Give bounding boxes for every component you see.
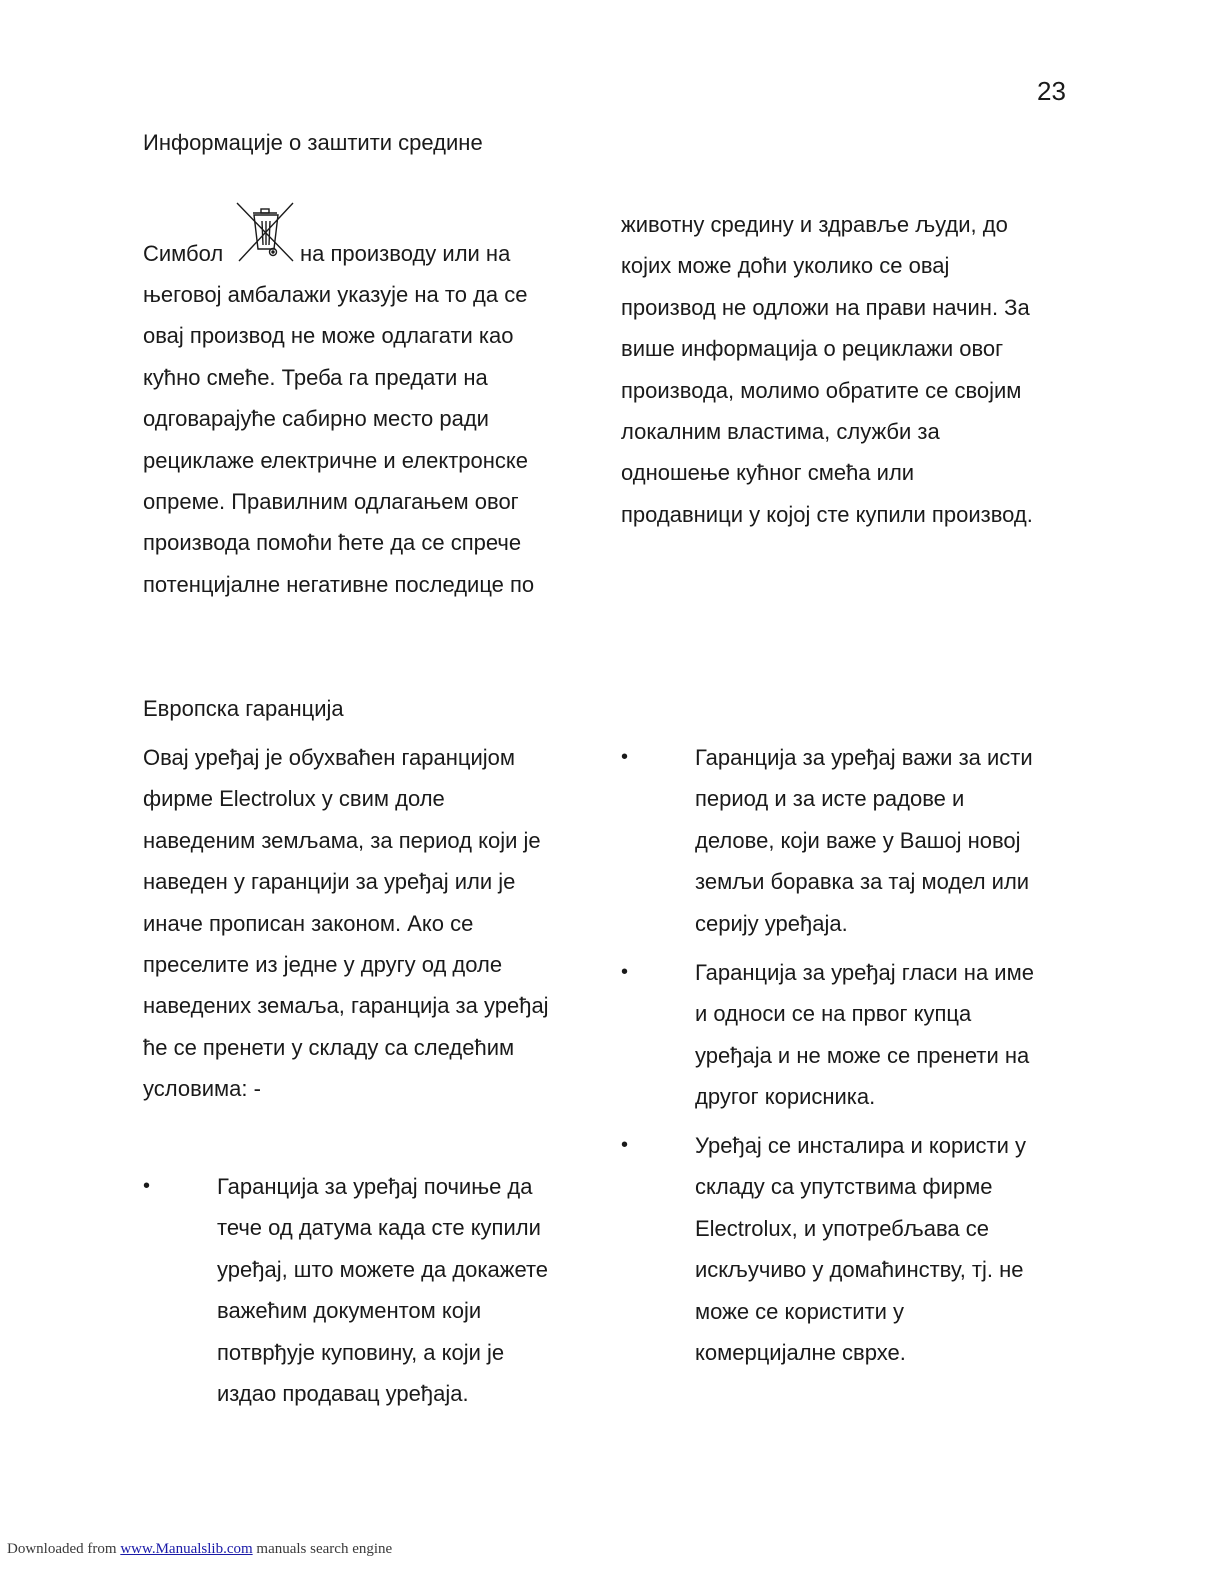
text-line: складу са упутствима фирме	[695, 1174, 993, 1200]
text-line: уређаја и не може се пренети на	[695, 1042, 1030, 1068]
bullet-dot: •	[621, 961, 629, 983]
text-line: Овај уређај је обухваћен гаранцијом	[143, 745, 516, 770]
crossed-out-wheelie-bin-icon	[235, 201, 295, 265]
text-line: издао продавац уређаја.	[217, 1381, 469, 1407]
page-number: 23	[1037, 76, 1066, 106]
text-line: производ не одложи на прави начин. За	[621, 294, 1030, 320]
text-line: фирме Electrolux у свим доле	[143, 786, 445, 812]
footer-prefix: Downloaded from	[7, 1541, 117, 1557]
text-line: продавници у којој сте купили производ.	[621, 501, 1033, 527]
bullet-text	[695, 952, 1034, 1118]
text-line: његовој амбалажи указује на то да се	[143, 282, 528, 307]
text-line: преселите из једне у другу од доле	[143, 952, 503, 978]
bullet-dot: •	[143, 1175, 151, 1197]
text-line: важећим документом који	[217, 1298, 482, 1324]
text-line: серију уређаја.	[695, 910, 848, 936]
env-left-column	[143, 274, 534, 605]
text-line: тече од датума када сте купили	[217, 1215, 541, 1241]
text-line: делове, који важе у Вашој новој	[695, 827, 1021, 853]
bullet-dot: •	[621, 1134, 629, 1156]
text-line: уређај, што можете да докажете	[217, 1256, 549, 1282]
footer	[7, 1541, 392, 1558]
text-line: наведен у гаранцији за уређај или је	[143, 869, 516, 895]
text-line: Electrolux, и употребљава се	[695, 1215, 989, 1241]
text-line: Гаранција за уређај гласи на име	[695, 960, 1034, 985]
symbol-word: Симбол	[143, 241, 224, 266]
text-line: искључиво у домаћинству, тј. не	[695, 1257, 1024, 1283]
bullet-text	[695, 1125, 1026, 1373]
text-line: иначе прописан законом. Ако се	[143, 910, 474, 936]
bullet-text	[217, 1166, 548, 1414]
text-line: кућно смеће. Треба га предати на	[143, 364, 488, 390]
text-line: може се користити у	[695, 1298, 904, 1324]
env-first-line-rest: на производу или на	[300, 241, 511, 266]
text-line: период и за исте радове и	[695, 786, 965, 812]
text-line: животну средину и здравље људи, до	[621, 212, 1008, 237]
text-line: рециклаже електричне и електронске	[143, 447, 529, 473]
text-line: овај производ не може одлагати као	[143, 323, 514, 349]
manualslib-link[interactable]: www.Manualslib.com	[120, 1541, 253, 1557]
text-line: производа, молимо обратите се својим	[621, 377, 1022, 403]
env-heading: Информације о заштити средине	[143, 130, 483, 155]
text-line: ће се пренети у складу са следећим	[143, 1034, 515, 1060]
text-line: наведеним земљама, за период који је	[143, 827, 541, 853]
footer-suffix: manuals search engine	[256, 1541, 393, 1557]
env-right-column	[621, 204, 1033, 535]
bullet-dot: •	[621, 746, 629, 768]
text-line: више информација о рециклажи овог	[621, 336, 1004, 362]
text-line: локалним властима, служби за	[621, 419, 940, 445]
text-line: Гаранција за уређај важи за исти	[695, 745, 1033, 770]
text-line: комерцијалне сврхе.	[695, 1340, 906, 1366]
text-line: којих може доћи уколико се овај	[621, 253, 950, 279]
warranty-intro	[143, 737, 549, 1110]
text-line: опреме. Правилним одлагањем овог	[143, 489, 519, 515]
text-line: другог корисника.	[695, 1084, 876, 1110]
text-line: земљи боравка за тај модел или	[695, 869, 1030, 895]
text-line: условима: -	[143, 1076, 261, 1102]
text-line: потврђује куповину, а који је	[217, 1339, 505, 1365]
text-line: производа помоћи ћете да се спрече	[143, 530, 522, 556]
text-line: наведених земаља, гаранција за уређај	[143, 993, 549, 1019]
text-line: потенцијалне негативне последице по	[143, 571, 535, 597]
text-line: одговарајуће сабирно место ради	[143, 406, 489, 432]
bullet-text	[695, 737, 1033, 944]
warranty-heading: Европска гаранција	[143, 696, 344, 721]
text-line: и односи се на првог купца	[695, 1001, 972, 1027]
text-line: одношење кућног смећа или	[621, 460, 915, 486]
env-first-line	[143, 233, 223, 274]
text-line: Уређај се инсталира и користи у	[695, 1133, 1026, 1158]
text-line: Гаранција за уређај почиње да	[217, 1174, 533, 1199]
